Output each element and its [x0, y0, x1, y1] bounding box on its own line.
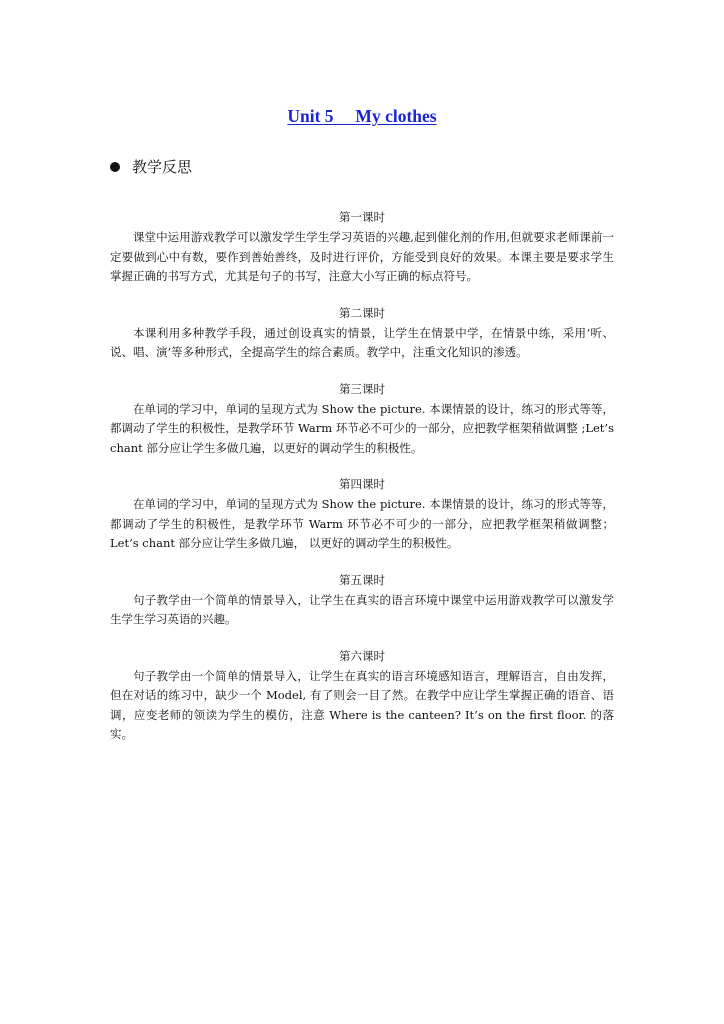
- lesson-body: 在单词的学习中，单词的呈现方式为 Show the picture. 本课情景的设计，练习的形式等等，都调动了学生的积极性，是教学环节 Warm 环节必不可少的一部分，应把教学框架稍做调整；Let’s chant 部分应让学生多做几遍， 以更好的调动学生的积极性。: [110, 497, 614, 550]
- lesson-body: 句子教学由一个简单的情景导入，让学生在真实的语言环境感知语言，理解语言，自由发挥，但在对话的练习中，缺少一个 Model, 有了则会一目了然。在教学中应让学生掌握正确的语音、语调，应变老师的领读为学生的模仿，注意 Where is the canteen? It’s on the first floor. 的落实。: [110, 668, 614, 741]
- lesson-title: 第一课时: [339, 210, 385, 224]
- lesson-3: [110, 381, 614, 459]
- lesson-title: 第四课时: [339, 477, 385, 491]
- lesson-body: 课堂中运用游戏教学可以激发学生学生学习英语的兴趣,起到催化剂的作用,但就要求老师课前一定要做到心中有数，要作到善始善终，及时进行评价，方能受到良好的效果。本课主要是要求学生掌握正确的书写方式，尤其是句子的书写，注意大小写正确的标点符号。: [110, 230, 614, 283]
- lesson-title: 第二课时: [339, 305, 385, 320]
- bullet-icon: [110, 162, 120, 172]
- lesson-list: [110, 209, 614, 763]
- section-heading-text: 教学反思: [132, 158, 193, 176]
- section-heading: [110, 156, 192, 177]
- lesson-2: [110, 305, 614, 363]
- lesson-1: [110, 209, 614, 287]
- lesson-title: 第三课时: [339, 381, 385, 396]
- lesson-5: [110, 572, 614, 630]
- lesson-title: 第五课时: [339, 572, 385, 587]
- lesson-body: 在单词的学习中，单词的呈现方式为 Show the picture. 本课情景的设计，练习的形式等等，都调动了学生的积极性，是教学环节 Warm 环节必不可少的一部分，应把教学框架稍做调整 ;Let’s chant 部分应让学生多做几遍，以更好的调动学生的积极性。: [110, 401, 614, 455]
- document-title: Unit 5 My clothes: [287, 106, 437, 126]
- lesson-body: 句子教学由一个简单的情景导入，让学生在真实的语言环境中课堂中运用游戏教学可以激发学生学生学习英语的兴趣。: [110, 592, 614, 626]
- lesson-title: 第六课时: [339, 648, 385, 663]
- lesson-body: 本课利用多种教学手段，通过创设真实的情景，让学生在情景中学，在情景中练，采用‘听、说、唱、演’等多种形式，全提高学生的综合素质。教学中，注重文化知识的渗透。: [110, 325, 614, 359]
- lesson-4: [110, 476, 614, 554]
- lesson-6: [110, 648, 614, 745]
